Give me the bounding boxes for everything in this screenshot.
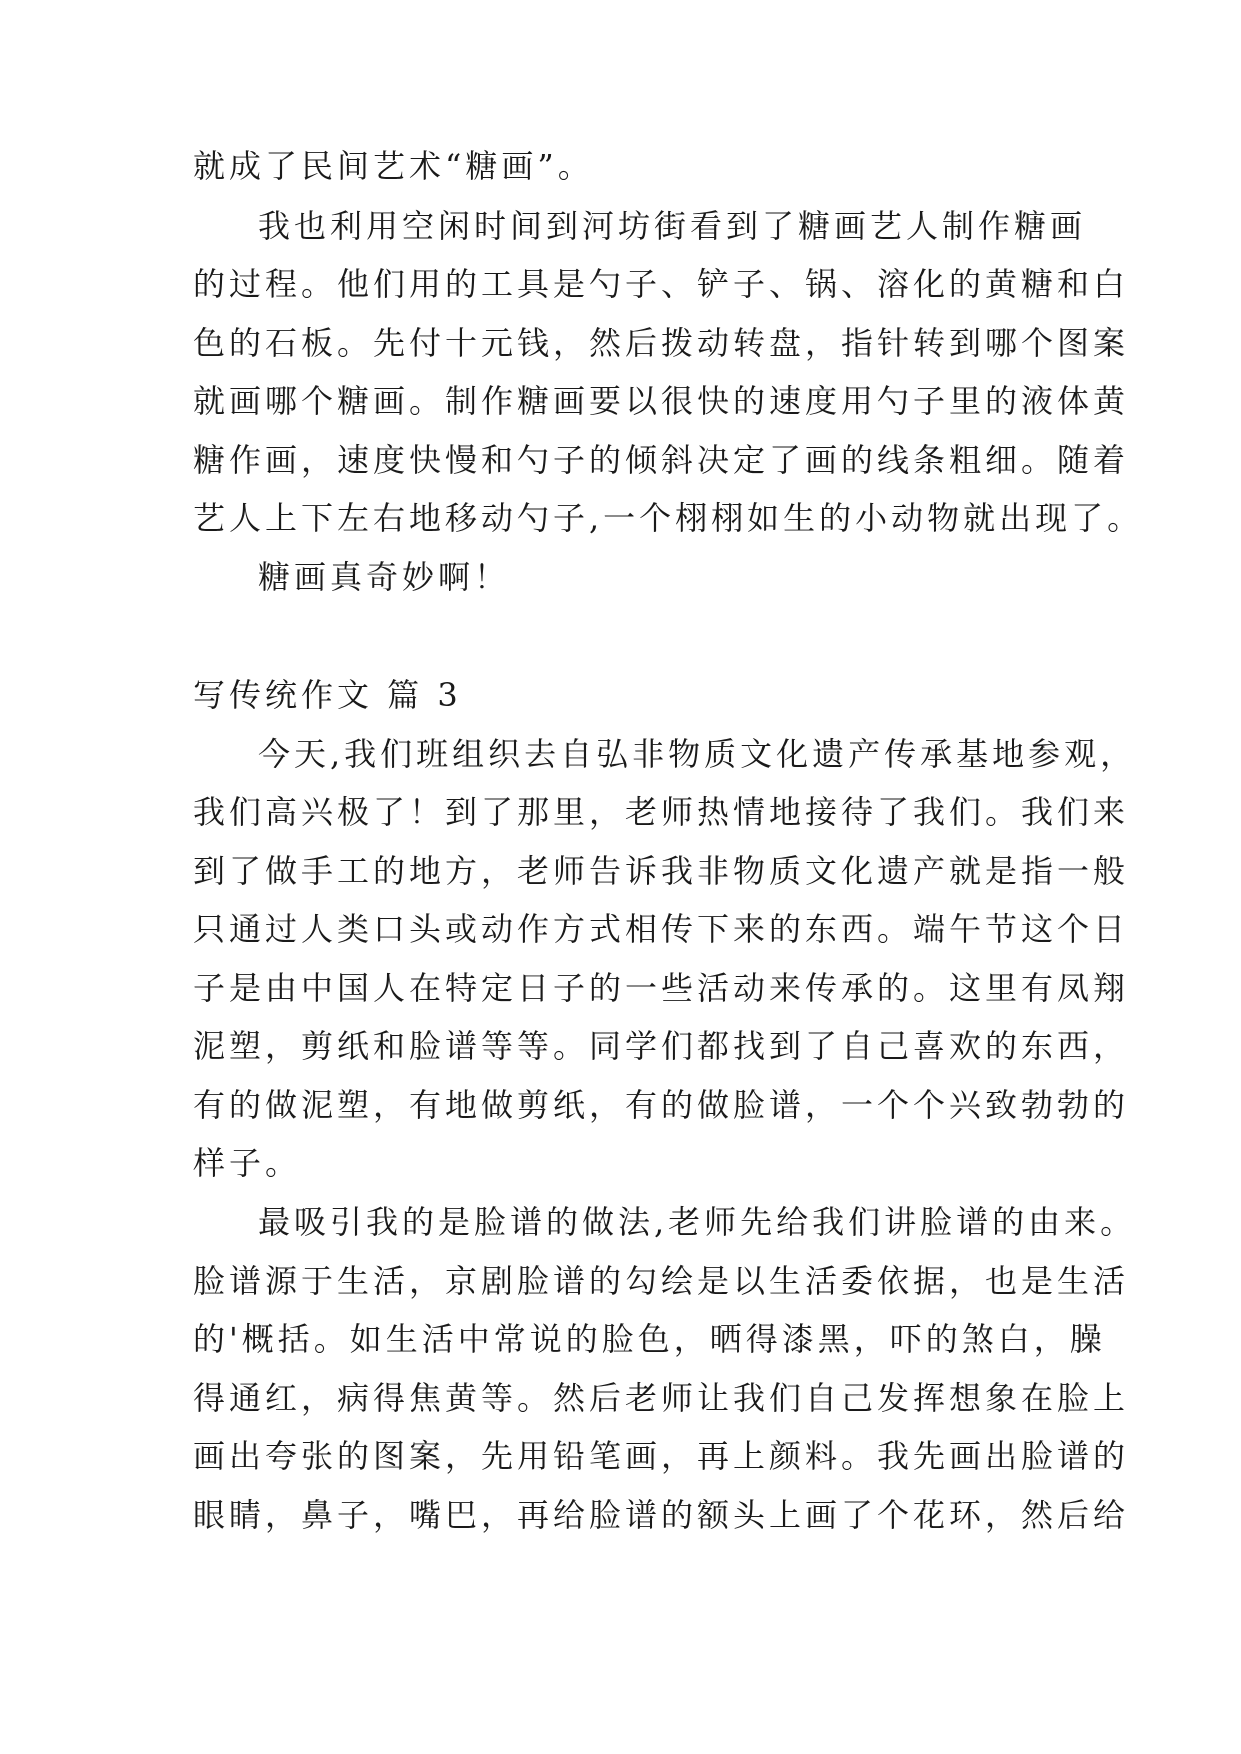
text-line: 只通过人类口头或动作方式相传下来的东西。端午节这个日 bbox=[193, 910, 1130, 948]
paragraph-first-line: 我也利用空闲时间到河坊街看到了糖画艺人制作糖画 bbox=[258, 207, 1087, 245]
text-line: 有的做泥塑，有地做剪纸，有的做脸谱，一个个兴致勃勃的 bbox=[193, 1086, 1130, 1124]
text-line: 色的石板。先付十元钱，然后拨动转盘，指针转到哪个图案 bbox=[193, 324, 1130, 362]
text-line: 得通红，病得焦黄等。然后老师让我们自己发挥想象在脸上 bbox=[193, 1379, 1130, 1417]
text-line: 就成了民间艺术“糖画”。 bbox=[193, 147, 594, 185]
paragraph-first-line: 糖画真奇妙啊！ bbox=[258, 558, 511, 596]
text-line: 的'概括。如生活中常说的脸色，晒得漆黑，吓的煞白，臊 bbox=[193, 1320, 1106, 1358]
text-line: 就画哪个糖画。制作糖画要以很快的速度用勺子里的液体黄 bbox=[193, 382, 1130, 420]
text-line: 泥塑，剪纸和脸谱等等。同学们都找到了自己喜欢的东西， bbox=[193, 1027, 1130, 1065]
section-heading: 写传统作文 篇 3 bbox=[193, 676, 462, 714]
text-line: 样子。 bbox=[193, 1144, 302, 1182]
text-line: 脸谱源于生活，京剧脸谱的勾绘是以生活委依据，也是生活 bbox=[193, 1262, 1130, 1300]
text-line: 的过程。他们用的工具是勺子、铲子、锅、溶化的黄糖和白 bbox=[193, 265, 1130, 303]
paragraph-first-line: 最吸引我的是脸谱的做法,老师先给我们讲脸谱的由来。 bbox=[258, 1203, 1137, 1241]
text-line: 子是由中国人在特定日子的一些活动来传承的。这里有凤翔 bbox=[193, 969, 1130, 1007]
text-line: 眼睛，鼻子，嘴巴，再给脸谱的额头上画了个花环，然后给 bbox=[193, 1496, 1130, 1534]
text-line: 画出夸张的图案，先用铅笔画，再上颜料。我先画出脸谱的 bbox=[193, 1437, 1130, 1475]
text-line: 到了做手工的地方，老师告诉我非物质文化遗产就是指一般 bbox=[193, 852, 1130, 890]
paragraph-first-line: 今天,我们班组织去自弘非物质文化遗产传承基地参观， bbox=[258, 735, 1137, 773]
text-line: 我们高兴极了！到了那里，老师热情地接待了我们。我们来 bbox=[193, 793, 1130, 831]
text-line: 艺人上下左右地移动勺子,一个栩栩如生的小动物就出现了。 bbox=[193, 499, 1144, 537]
text-line: 糖作画，速度快慢和勺子的倾斜决定了画的线条粗细。随着 bbox=[193, 441, 1130, 479]
